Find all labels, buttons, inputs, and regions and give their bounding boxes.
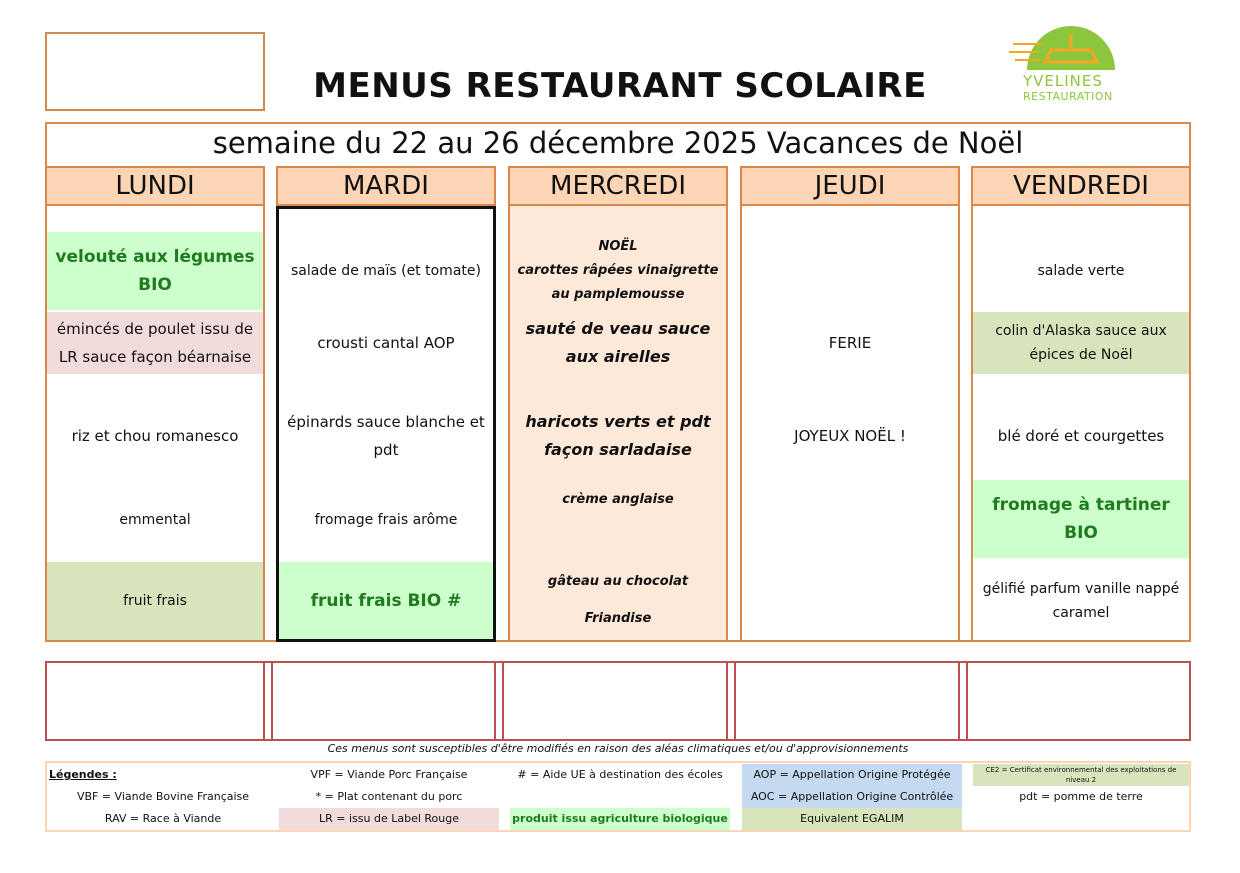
day-column-mercredi [508,166,728,642]
legend-vpf: VPF = Viande Porc Française [310,768,468,781]
day-column-lundi [45,166,265,642]
legend-pdt: pdt = pomme de terre [1019,790,1143,803]
menu-entree [973,232,1189,310]
entree-text: salade verte [1037,263,1125,279]
plat-text: colin d'Alaska sauce aux épices de Noël [995,323,1167,363]
legend-vbf: VBF = Viande Bovine Française [76,790,250,803]
day-column-jeudi [740,166,960,642]
legend-rav: RAV = Race à Viande [104,812,222,825]
empty-bottom-row [45,661,1191,741]
laitage-text: emmental [119,512,191,528]
menu-dessert [278,562,494,640]
logo-icon [1005,22,1125,74]
day-column-mardi [276,166,496,642]
legend-box [45,761,1191,832]
disclaimer-text: Ces menus sont susceptibles d'être modifiés en raison des aléas climatiques et/ou d'approvisionnements [327,742,909,755]
ferie-text: FERIE [828,334,872,352]
menu-entree [278,232,494,310]
entree-text: velouté aux légumes BIO [55,247,255,295]
accompagnement-text: blé doré et courgettes [997,427,1165,445]
accompagnement-text: riz et chou romanesco [71,427,239,445]
menu-accompagnement [510,396,726,476]
menu-laitage [47,480,263,560]
day-body [45,206,265,642]
plat-text: crousti cantal AOP [317,334,455,352]
page-title: MENUS RESTAURANT SCOLAIRE [313,66,927,106]
logo-text-restauration: RESTAURATION [1023,90,1113,103]
menu-dessert [47,562,263,640]
day-column-vendredi [971,166,1191,642]
legend-bio: produit issu agriculture biologique [510,808,730,830]
dessert-text: fruit frais [123,593,187,609]
legend-aop: AOP = Appellation Origine Protégée [742,764,962,786]
entree-text: carottes râpées vinaigrette au pamplemousse [517,263,719,302]
day-body [971,206,1191,642]
entree-text: salade de maïs (et tomate) [291,263,481,279]
menu-laitage [278,480,494,560]
day-header: JEUDI [740,166,960,206]
menu-plat [510,312,726,374]
legend-lr: LR = issu de Label Rouge [279,808,499,830]
laitage-text: fromage à tartiner BIO [992,495,1170,543]
menu-accompagnement [278,396,494,476]
row-divider [494,661,504,741]
menu-friandise [510,602,726,636]
day-body [276,206,496,642]
legend-ue: # = Aide UE à destination des écoles [517,768,723,781]
week-title: semaine du 22 au 26 décembre 2025 Vacances de Noël [212,126,1024,160]
row-divider [263,661,273,741]
menu-dessert [973,562,1189,640]
row-divider [958,661,968,741]
menu-plat [973,312,1189,374]
joyeux-noel-text: JOYEUX NOËL ! [794,427,906,445]
menu-dessert [510,562,726,602]
menu-accompagnement [47,396,263,476]
day-header: MERCREDI [508,166,728,206]
plat-text: émincés de poulet issu de LR sauce façon béarnaise [56,320,254,366]
menu-accompagnement [973,396,1189,476]
menu-laitage [973,480,1189,558]
legend-porc: * = Plat contenant du porc [315,790,463,803]
day-header: LUNDI [45,166,265,206]
laitage-text: fromage frais arôme [314,512,458,528]
menu-ferie [742,312,958,374]
menu-entree [47,232,263,310]
legend-egalim: Equivalent EGALIM [742,808,962,830]
plat-text: sauté de veau sauce aux airelles [525,319,711,366]
legend-ce2: CE2 = Certificat environnemental des exploitations de niveau 2 [973,764,1189,786]
day-header: MARDI [276,166,496,206]
logo-text-yvelines: YVELINES [1023,72,1103,90]
menu-joyeux-noel [742,396,958,476]
dessert-text: gélifié parfum vanille nappé caramel [982,581,1180,621]
legend-title: Légendes : [49,768,117,781]
yvelines-restauration-logo [1005,22,1125,108]
legend-aoc: AOC = Appellation Origine Contrôlée [742,786,962,808]
accompagnement-text: haricots verts et pdt façon sarladaise [525,412,711,459]
day-body [508,206,728,642]
menu-entree [510,232,726,310]
menu-laitage [510,480,726,520]
laitage-text: crème anglaise [562,492,674,507]
friandise-text: Friandise [584,611,652,626]
accompagnement-text: épinards sauce blanche et pdt [287,413,485,459]
day-header: VENDREDI [971,166,1191,206]
empty-header-box [45,32,265,111]
dessert-text: fruit frais BIO # [310,591,462,611]
dessert-text: gâteau au chocolat [547,574,689,589]
day-body [740,206,960,642]
menu-plat [47,312,263,374]
menu-plat [278,312,494,374]
row-divider [726,661,736,741]
noel-text: NOËL [598,239,638,254]
